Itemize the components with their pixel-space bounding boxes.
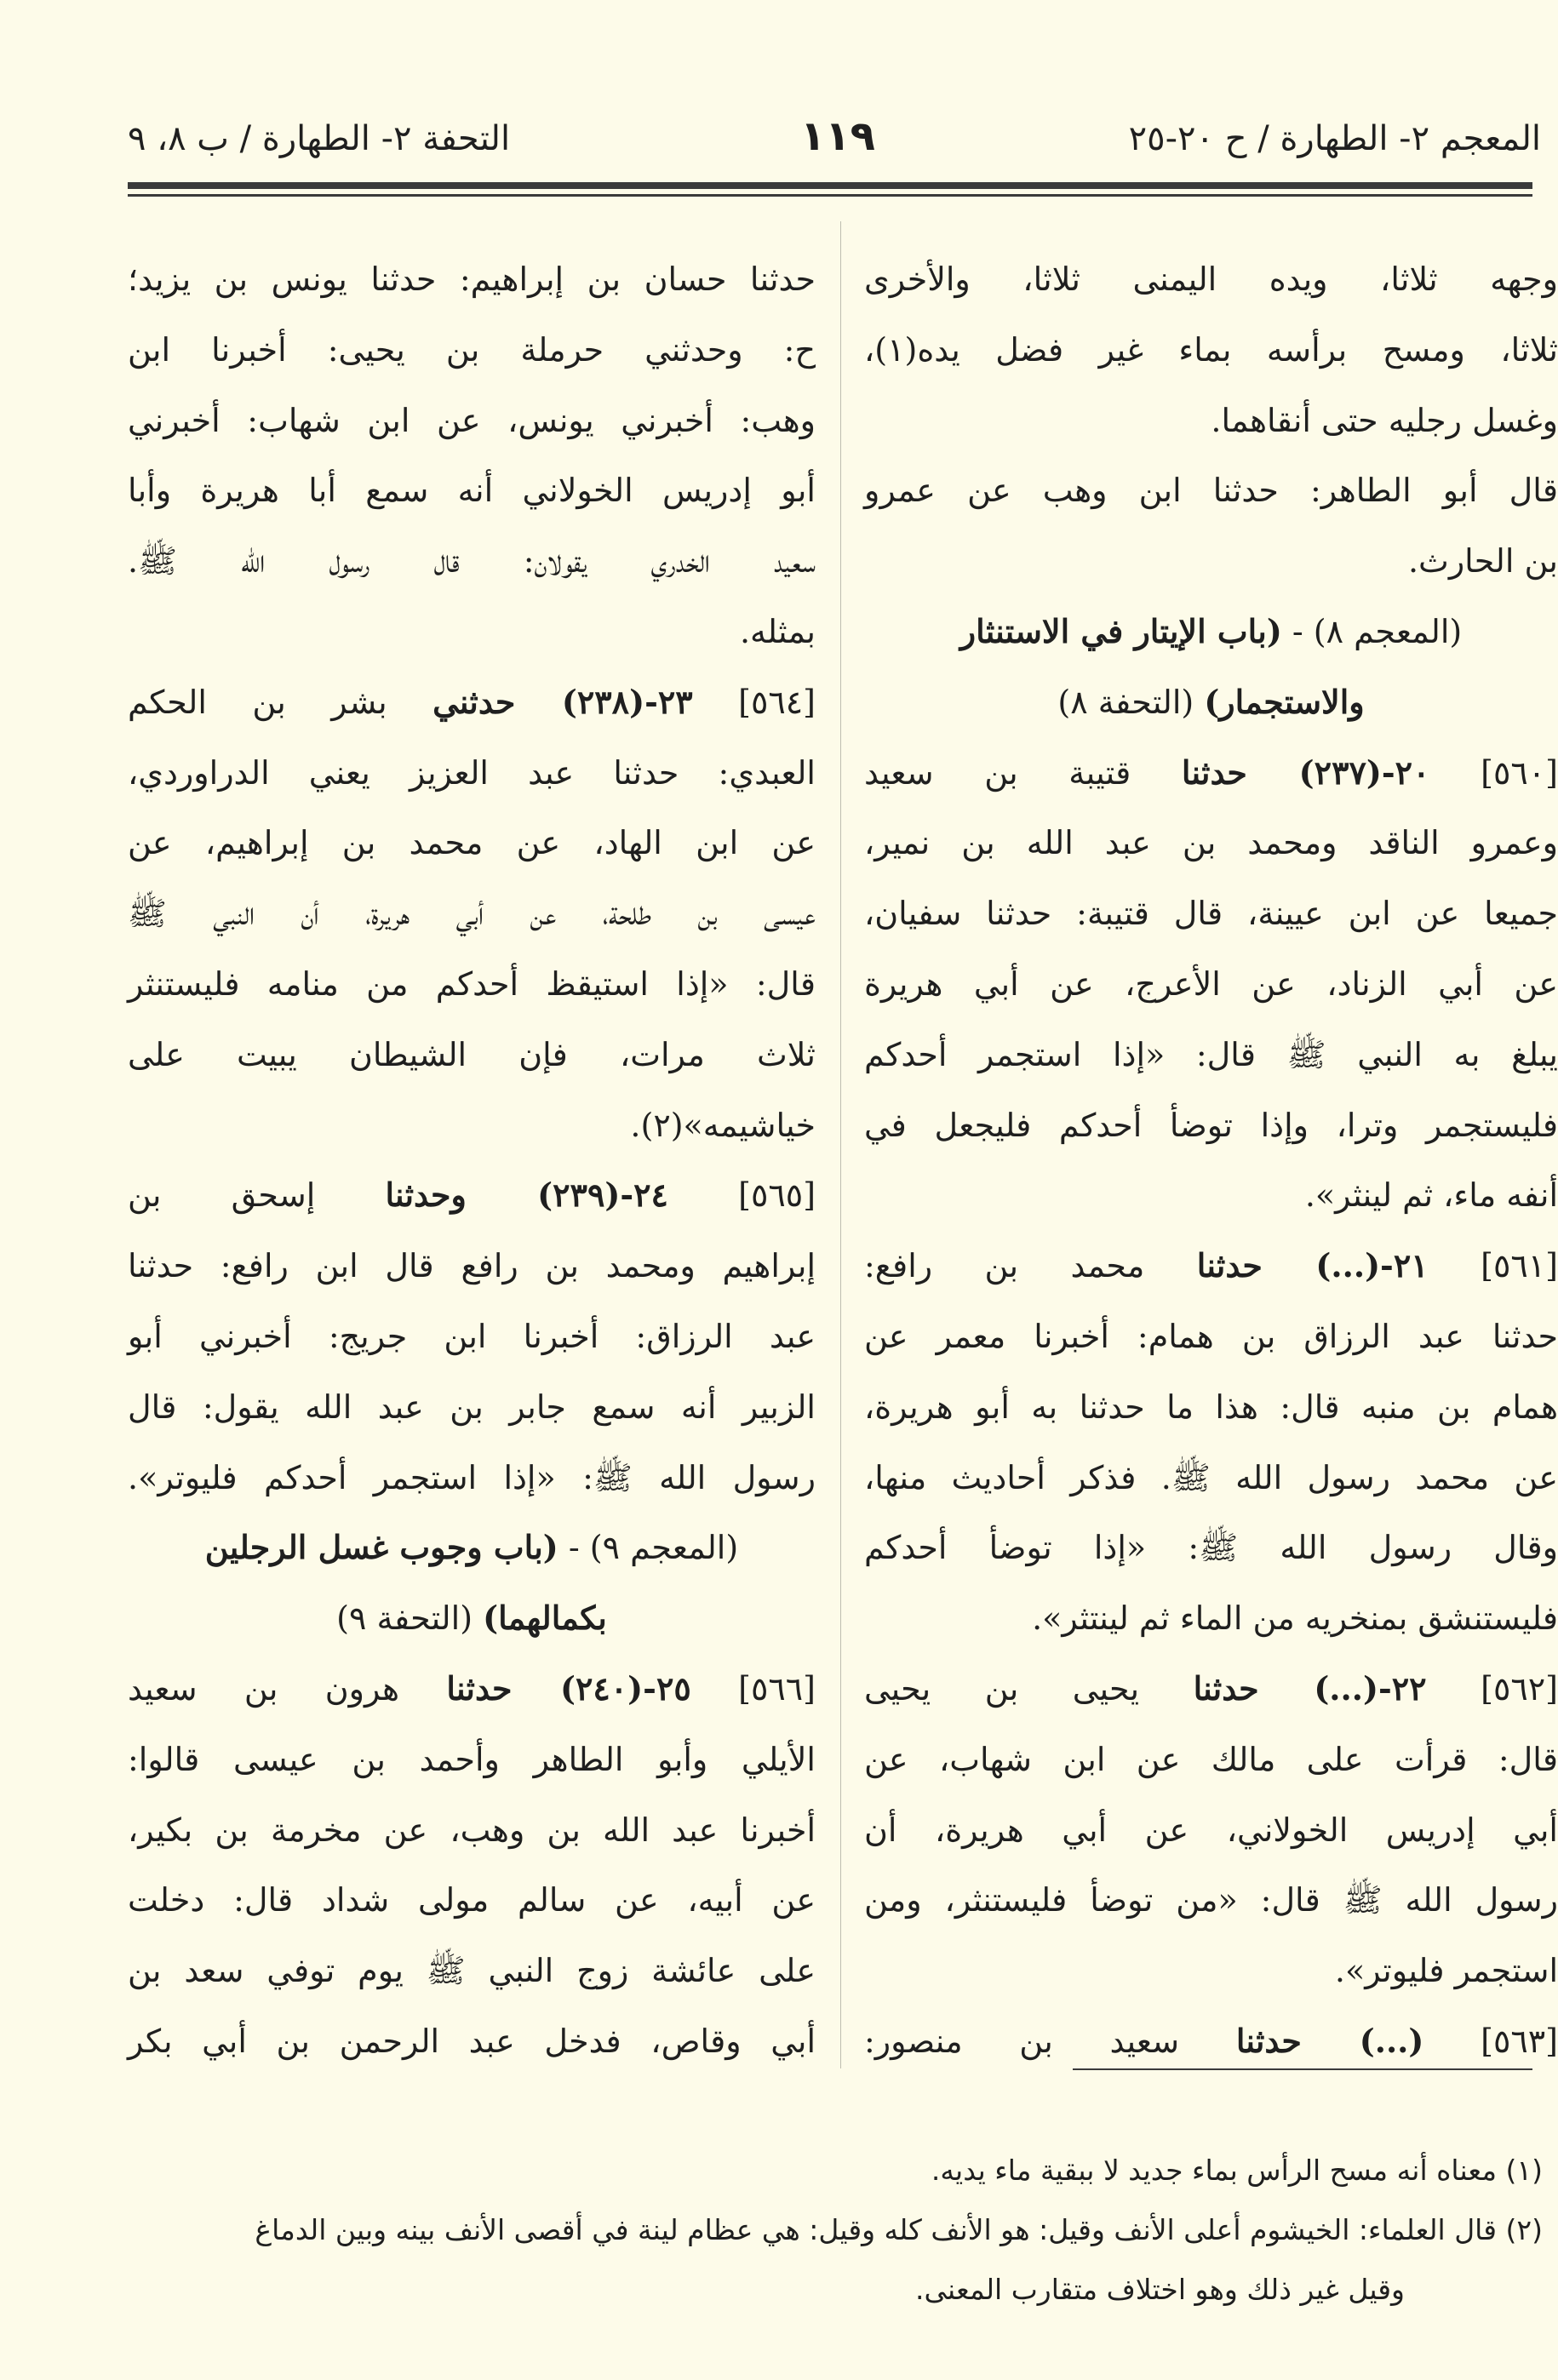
footnote-separator <box>1073 2068 1532 2070</box>
text-line <box>864 1513 1558 1583</box>
line-text: ثلاث مرات، فإن الشيطان يبيت على <box>128 1035 816 1073</box>
hadith-heading: ٢٠-(٢٣٧) حدثنا <box>1181 752 1430 792</box>
line-text: أخبرنا عبد الله بن وهب، عن مخرمة بن بكير، <box>128 1811 816 1849</box>
text-line <box>128 1654 816 1725</box>
text-line <box>864 1583 1558 1654</box>
text-line <box>128 1795 816 1866</box>
left-column <box>128 244 816 2077</box>
text-line <box>128 1865 816 1936</box>
right-column <box>864 244 1558 2077</box>
text-line <box>128 1936 816 2006</box>
line-text: عبد الرزاق: أخبرنا ابن جريج: أخبرني أبو <box>128 1317 816 1355</box>
line-text: فليستجمر وترا، وإذا توضأ أحدكم فليجعل في <box>864 1106 1558 1144</box>
hadith-heading: ٢١-(...) حدثنا <box>1196 1246 1429 1285</box>
page-number: ١١٩ <box>800 112 875 160</box>
text-line <box>128 738 816 809</box>
line-text: هرون بن سعيد <box>128 1669 447 1708</box>
hadith-heading: ٢٢-(...) حدثنا <box>1193 1668 1427 1708</box>
line-text: فليستنشق بمنخريه من الماء ثم لينتثر». <box>1032 1599 1558 1638</box>
text-line <box>128 526 816 597</box>
line-text: خياشيمه»(٢). <box>630 1106 816 1144</box>
text-line <box>128 315 816 386</box>
line-prefix: [٥٦٦] <box>690 1669 816 1708</box>
line-text: يبلغ به النبي ﷺ قال: «إذا استجمر أحدكم <box>864 1035 1558 1073</box>
text-line <box>128 808 816 878</box>
line-prefix: [٥٦٢] <box>1426 1669 1558 1708</box>
text-line <box>128 1231 816 1302</box>
line-text: وهب: أخبرني يونس، عن ابن شهاب: أخبرني <box>128 401 816 439</box>
line-prefix: [٥٦٣] <box>1423 2022 1558 2060</box>
line-prefix: [٥٦٤] <box>692 683 816 721</box>
hadith-heading: بكمالهما) <box>483 1599 607 1638</box>
text-line <box>128 2006 816 2077</box>
line-text: بن الحارث. <box>1407 542 1558 581</box>
line-text: عن أبي الزناد، عن الأعرج، عن أبي هريرة <box>864 964 1558 1003</box>
line-prefix: [٥٦١] <box>1428 1247 1558 1285</box>
text-line <box>864 1936 1558 2006</box>
text-line <box>864 949 1558 1020</box>
line-text: رسول الله ﷺ قال: «من توضأ فليستنثر، ومن <box>864 1881 1558 1919</box>
line-text: قتيبة بن سعيد <box>864 753 1182 792</box>
line-text: بشر بن الحكم <box>128 683 433 721</box>
line-text: أبو إدريس الخولاني أنه سمع أبا هريرة وأبا <box>128 472 816 510</box>
line-text: حدثنا عبد الرزاق بن همام: أخبرنا معمر عن <box>864 1317 1558 1355</box>
line-text: قال: «إذا استيقظ أحدكم من منامه فليستنثر <box>128 964 816 1003</box>
line-text: وقال رسول الله ﷺ: «إذا توضأ أحدكم <box>864 1529 1558 1567</box>
text-line <box>128 455 816 526</box>
text-line <box>128 1372 816 1443</box>
hadith-heading: (باب وجوب غسل الرجلين <box>204 1528 558 1567</box>
text-line <box>864 1020 1558 1090</box>
text-line <box>864 1372 1558 1443</box>
line-text: سعيد بن منصور: <box>864 2022 1236 2060</box>
line-text: العبدي: حدثنا عبد العزيز يعني الدراوردي، <box>128 753 816 792</box>
line-text: إبراهيم ومحمد بن رافع قال ابن رافع: حدثنا <box>128 1247 816 1285</box>
text-line <box>128 386 816 456</box>
text-line <box>864 738 1558 809</box>
line-text: (التحفة ٨) <box>1057 683 1205 721</box>
line-text: أبي إدريس الخولاني، عن أبي هريرة، أن <box>864 1811 1558 1849</box>
line-text: قال أبو الطاهر: حدثنا ابن وهب عن عمرو <box>864 472 1558 510</box>
header-rule-thick <box>128 182 1532 189</box>
line-prefix: [٥٦٥] <box>667 1176 816 1215</box>
line-prefix: [٥٦٠] <box>1429 753 1558 792</box>
text-line <box>128 1302 816 1372</box>
text-line <box>864 1302 1558 1372</box>
hadith-heading: (...) حدثنا <box>1235 2021 1424 2060</box>
line-text: إسحق بن <box>128 1176 386 1215</box>
chapter-heading-line <box>128 1513 816 1583</box>
line-prefix: (المعجم ٩) - <box>558 1529 739 1567</box>
line-text: رسول الله ﷺ: «إذا استجمر أحدكم فليوتر». <box>128 1458 816 1496</box>
text-line <box>864 2006 1558 2077</box>
line-text: وغسل رجليه حتى أنقاهما. <box>1211 401 1558 439</box>
line-prefix: (المعجم ٨) - <box>1281 612 1463 650</box>
text-line <box>864 386 1558 456</box>
text-line <box>128 597 816 667</box>
line-text: وعمرو الناقد ومحمد بن عبد الله بن نمير، <box>864 824 1558 862</box>
text-line <box>128 878 816 949</box>
line-text: ثلاثا، ومسح برأسه بماء غير فضل يده(١)، <box>864 330 1558 369</box>
line-text: ح: وحدثني حرملة بن يحيى: أخبرنا ابن <box>128 330 816 369</box>
footnote-2-continued: وقيل غير ذلك وهو اختلاف متقارب المعنى. <box>915 2273 1405 2306</box>
line-text: الأيلي وأبو الطاهر وأحمد بن عيسى قالوا: <box>128 1740 816 1778</box>
text-line <box>864 526 1558 597</box>
line-text: عيسى بن طلحة، عن أبي هريرة، أن النبي ﷺ <box>128 895 816 933</box>
line-text: محمد بن رافع: <box>864 1247 1197 1285</box>
text-line <box>864 878 1558 949</box>
text-line <box>128 949 816 1020</box>
text-line <box>128 1443 816 1513</box>
text-line <box>864 1160 1558 1231</box>
line-text: (التحفة ٩) <box>336 1599 484 1638</box>
hadith-heading: ٢٣-(٢٣٨) حدثني <box>432 682 693 721</box>
text-line <box>128 1160 816 1231</box>
text-line <box>864 1090 1558 1161</box>
line-text: الزبير أنه سمع جابر بن عبد الله يقول: قال <box>128 1387 816 1426</box>
text-line <box>864 244 1558 315</box>
line-text: سعيد الخدري يقولان: قال رسول الله ﷺ. <box>128 542 816 581</box>
text-line <box>864 1654 1558 1725</box>
text-line <box>864 1443 1558 1513</box>
chapter-heading-line <box>864 597 1558 667</box>
line-text: على عائشة زوج النبي ﷺ يوم توفي سعد بن <box>128 1952 816 1990</box>
line-text: أنفه ماء، ثم لينثر». <box>1304 1176 1558 1215</box>
text-line <box>864 1725 1558 1795</box>
line-text: بمثله. <box>739 612 816 650</box>
text-line <box>128 1725 816 1795</box>
hadith-heading: (باب الإيتار في الاستنثار <box>959 611 1282 650</box>
line-text: عن ابن الهاد، عن محمد بن إبراهيم، عن <box>128 824 816 862</box>
line-text: وجهه ثلاثا، ويده اليمنى ثلاثا، والأخرى <box>864 260 1558 298</box>
text-line <box>128 1020 816 1090</box>
chapter-heading-line <box>864 667 1558 738</box>
line-text: يحيى بن يحيى <box>864 1669 1194 1708</box>
header-rule-thin <box>128 194 1532 197</box>
running-header-left: التحفة ٢- الطهارة / ب ٨، ٩ <box>128 119 511 158</box>
text-line <box>128 1090 816 1161</box>
text-line <box>128 667 816 738</box>
line-text: حدثنا حسان بن إبراهيم: حدثنا يونس بن يزيد؛ <box>128 260 816 298</box>
line-text: عن محمد رسول الله ﷺ. فذكر أحاديث منها، <box>864 1458 1558 1496</box>
hadith-heading: ٢٥-(٢٤٠) حدثنا <box>446 1668 691 1708</box>
line-text: استجمر فليوتر». <box>1334 1952 1558 1990</box>
footnote-2: (٢) قال العلماء: الخيشوم أعلى الأنف وقيل: هو الأنف كله وقيل: هي عظام لينة في أقصى الأنف بينه وبين الدماغ <box>255 2213 1543 2246</box>
footnote-1: (١) معناه أنه مسح الرأس بماء جديد لا ببقية ماء يديه. <box>931 2154 1543 2187</box>
text-line <box>864 1865 1558 1936</box>
line-text: جميعا عن ابن عيينة، قال قتيبة: حدثنا سفيان، <box>864 895 1558 933</box>
text-line <box>864 1231 1558 1302</box>
text-line <box>128 244 816 315</box>
running-header-right: المعجم ٢- الطهارة / ح ٢٠-٢٥ <box>1128 119 1541 158</box>
hadith-heading: والاستجمار) <box>1204 682 1365 721</box>
hadith-heading: ٢٤-(٢٣٩) وحدثنا <box>385 1176 668 1215</box>
text-line <box>864 1795 1558 1866</box>
line-text: أبي وقاص، فدخل عبد الرحمن بن أبي بكر <box>128 2022 816 2060</box>
line-text: همام بن منبه قال: هذا ما حدثنا به أبو هريرة، <box>864 1387 1558 1426</box>
line-text: قال: قرأت على مالك عن ابن شهاب، عن <box>864 1740 1558 1778</box>
column-divider <box>840 221 841 2068</box>
text-line <box>864 455 1558 526</box>
text-line <box>864 315 1558 386</box>
chapter-heading-line <box>128 1583 816 1654</box>
text-line <box>864 808 1558 878</box>
line-text: عن أبيه، عن سالم مولى شداد قال: دخلت <box>128 1881 816 1919</box>
